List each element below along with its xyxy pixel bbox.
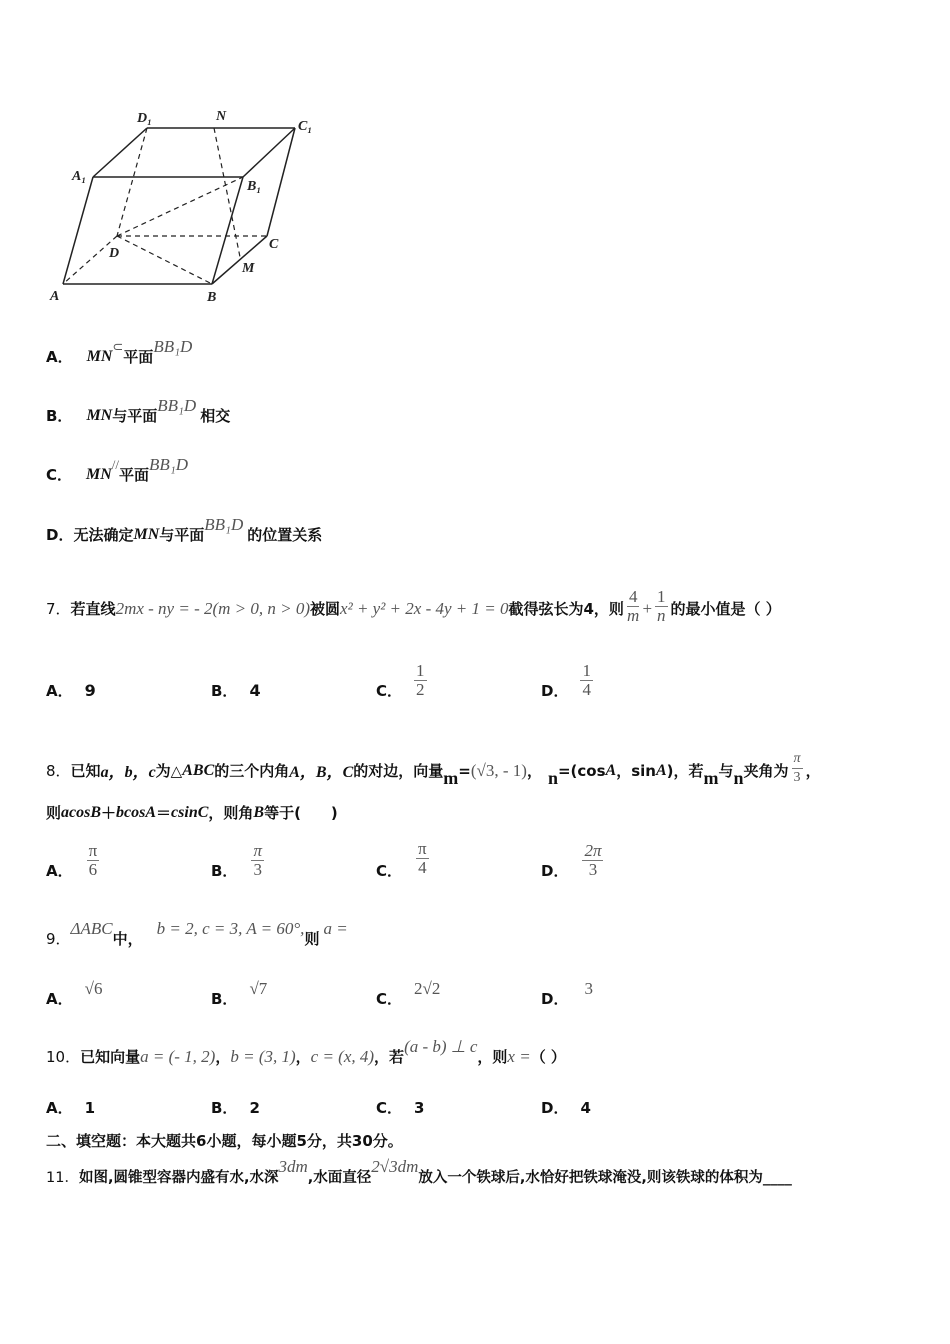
math: b = (3, 1) [230,1046,296,1066]
q8-option-a[interactable]: A． $\frac{\pi}{6}$ [46,841,98,880]
fraction: $\frac{\pi}{4}$ [418,839,427,877]
text: 相交 [200,407,231,425]
fraction: $\frac{1}{2}$ [416,661,425,699]
text: 若直线 [70,600,116,618]
math: BB₁D [157,395,197,415]
question-number: 7． [46,600,71,618]
text: = [458,761,471,780]
math: x = [507,1046,531,1066]
q6-option-c[interactable] [46,454,189,485]
q6-option-a[interactable] [46,336,193,367]
text: 为△ [155,762,183,780]
fraction: $\frac{\pi}{6}$ [88,841,98,879]
label-b1: B₁ [247,179,262,194]
text: 平面 [123,348,154,366]
q8-option-c[interactable]: C． $\frac{\pi}{4}$ [376,839,427,880]
q10-option-a[interactable]: A． 1 [46,1098,96,1117]
text: ， [215,1048,231,1066]
fraction: $\frac{\pi}{3}$ [793,751,801,785]
question-number: 9． [46,930,71,948]
text: 截得弦长为4，则 [508,600,624,618]
math: BB₁D [149,454,189,474]
text: 夹角为 [743,762,789,780]
text: =(cos [557,761,606,780]
parallel-symbol: // [111,456,120,472]
text: 如图,圆锥型容器内盛有水,水深 [78,1170,279,1186]
text: 等于( ) [264,804,338,822]
math: 2mx - ny = - 2(m > 0, n > 0) [115,598,311,618]
math: A，B，C [289,764,354,781]
vector-m: m [703,768,719,788]
text: ,水面直径 [307,1170,372,1186]
text: 已知向量 [80,1048,141,1066]
question-10 [46,1036,566,1067]
math: MN [133,525,160,543]
question-number: 8． [46,762,71,780]
option-label: B． [46,407,73,425]
text: 的位置关系 [247,526,323,544]
text: 的三个内角 [214,762,290,780]
q8-option-b[interactable]: B． $\frac{\pi}{3}$ [211,841,262,880]
label-c1: C₁ [298,119,313,134]
math: ABC [182,761,215,779]
section-heading: 二、填空题：本大题共6小题，每小题5分，共30分。 [46,1132,403,1150]
text: ， [295,1048,311,1066]
math: bcosA [116,803,157,821]
fraction: $\frac{1}{n}$ [657,587,666,625]
q10-option-c[interactable]: C． 3 [376,1098,425,1117]
q9-option-a[interactable]: A． √6 [46,978,103,1008]
text: 则 [304,930,320,948]
text: 中， [112,930,143,948]
q9-option-c[interactable]: C． 2√2 [376,978,441,1008]
vector-n: n [733,768,744,788]
text: )，若 [666,762,704,780]
math: BB₁D [204,514,244,534]
label-a1: A₁ [72,169,87,184]
option-label: C． [46,466,73,484]
label-m: M [242,261,255,276]
text: 无法确定 [73,526,134,544]
question-8 [46,752,821,789]
label-a: A [50,289,60,304]
text: 被圆 [310,600,341,618]
math: c = (x, 4) [310,1046,375,1066]
math: b = 2, c = 3, A = 60°, [156,918,305,938]
text: 的对边，向量 [353,762,444,780]
math: (a - b) ⊥ c [404,1036,478,1056]
math: 2√3dm [371,1156,419,1176]
text: 则 [46,804,62,822]
label-d: D [109,246,120,261]
q8-option-d[interactable]: D． $\frac{2\pi}{3}$ [541,841,602,880]
question-number: 10． [46,1048,81,1066]
math: B [253,803,265,821]
math: MN [86,347,113,365]
text: ，若 [374,1048,405,1066]
math: a，b，c [100,764,156,781]
text: 与 [718,762,734,780]
q9-option-b[interactable]: B． √7 [211,978,268,1008]
text: 的最小值是（ ） [670,600,781,618]
label-c: C [269,237,279,252]
text: ，则角 [208,804,254,822]
fraction: $\frac{4}{m}$ [627,587,640,625]
text: 与平面 [112,407,158,425]
option-label: A． [46,348,73,366]
text: ，sin [616,762,656,780]
math: BB₁D [153,336,193,356]
label-n: N [216,109,227,124]
text: 与平面 [159,526,205,544]
math: + [642,598,653,618]
q7-option-a[interactable]: A． 9 [46,681,96,700]
vector-n: n [547,768,558,788]
text: 放入一个铁球后,水恰好把铁球淹没,则该铁球的体积为____ [418,1170,792,1186]
question-8-line-2 [46,802,338,823]
parallelepiped-figure [0,0,350,310]
text: ， [526,762,542,780]
text: ＋ [101,804,117,822]
q9-option-d[interactable]: D． 3 [541,978,593,1008]
fraction: $\frac{2\pi}{3}$ [584,841,602,879]
math: x² + y² + 2x - 4y + 1 = 0 [340,598,509,618]
question-9 [46,918,348,949]
q6-option-b[interactable] [46,395,231,426]
q7-option-b[interactable]: B． 4 [211,681,261,700]
text: ＝ [156,804,172,822]
math: A [605,761,617,779]
question-7 [46,587,781,627]
question-number: 11． [46,1170,79,1186]
math: MN [86,465,112,483]
option-label: D． [46,526,74,544]
label-d1: D₁ [137,111,152,126]
vector-m: m [443,768,459,788]
math: MN [86,406,113,424]
fraction: $\frac{\pi}{3}$ [253,841,262,879]
text: （ ） [530,1048,566,1066]
text: ， [805,762,821,780]
text: 已知 [70,762,101,780]
q7-option-d[interactable]: D． $\frac{1}{4}$ [541,661,591,700]
q7-option-c[interactable]: C． $\frac{1}{2}$ [376,661,425,700]
math: a = [323,918,348,938]
label-b: B [207,290,217,305]
q6-option-d[interactable] [46,514,323,545]
question-11 [46,1156,792,1187]
q10-option-b[interactable]: B． 2 [211,1098,260,1117]
math: a = (- 1, 2) [140,1046,216,1066]
text: 平面 [119,466,150,484]
fraction: $\frac{1}{4}$ [582,661,591,699]
math: A [655,761,667,779]
math: ΔABC [70,918,113,938]
q10-option-d[interactable]: D． 4 [541,1098,591,1117]
subset-symbol: ⊂ [112,338,124,354]
math: 3dm [278,1156,308,1176]
math: (√3, - 1) [470,760,527,780]
text: ，则 [477,1048,508,1066]
math: csinC [171,803,209,821]
math: acosB [61,803,102,821]
